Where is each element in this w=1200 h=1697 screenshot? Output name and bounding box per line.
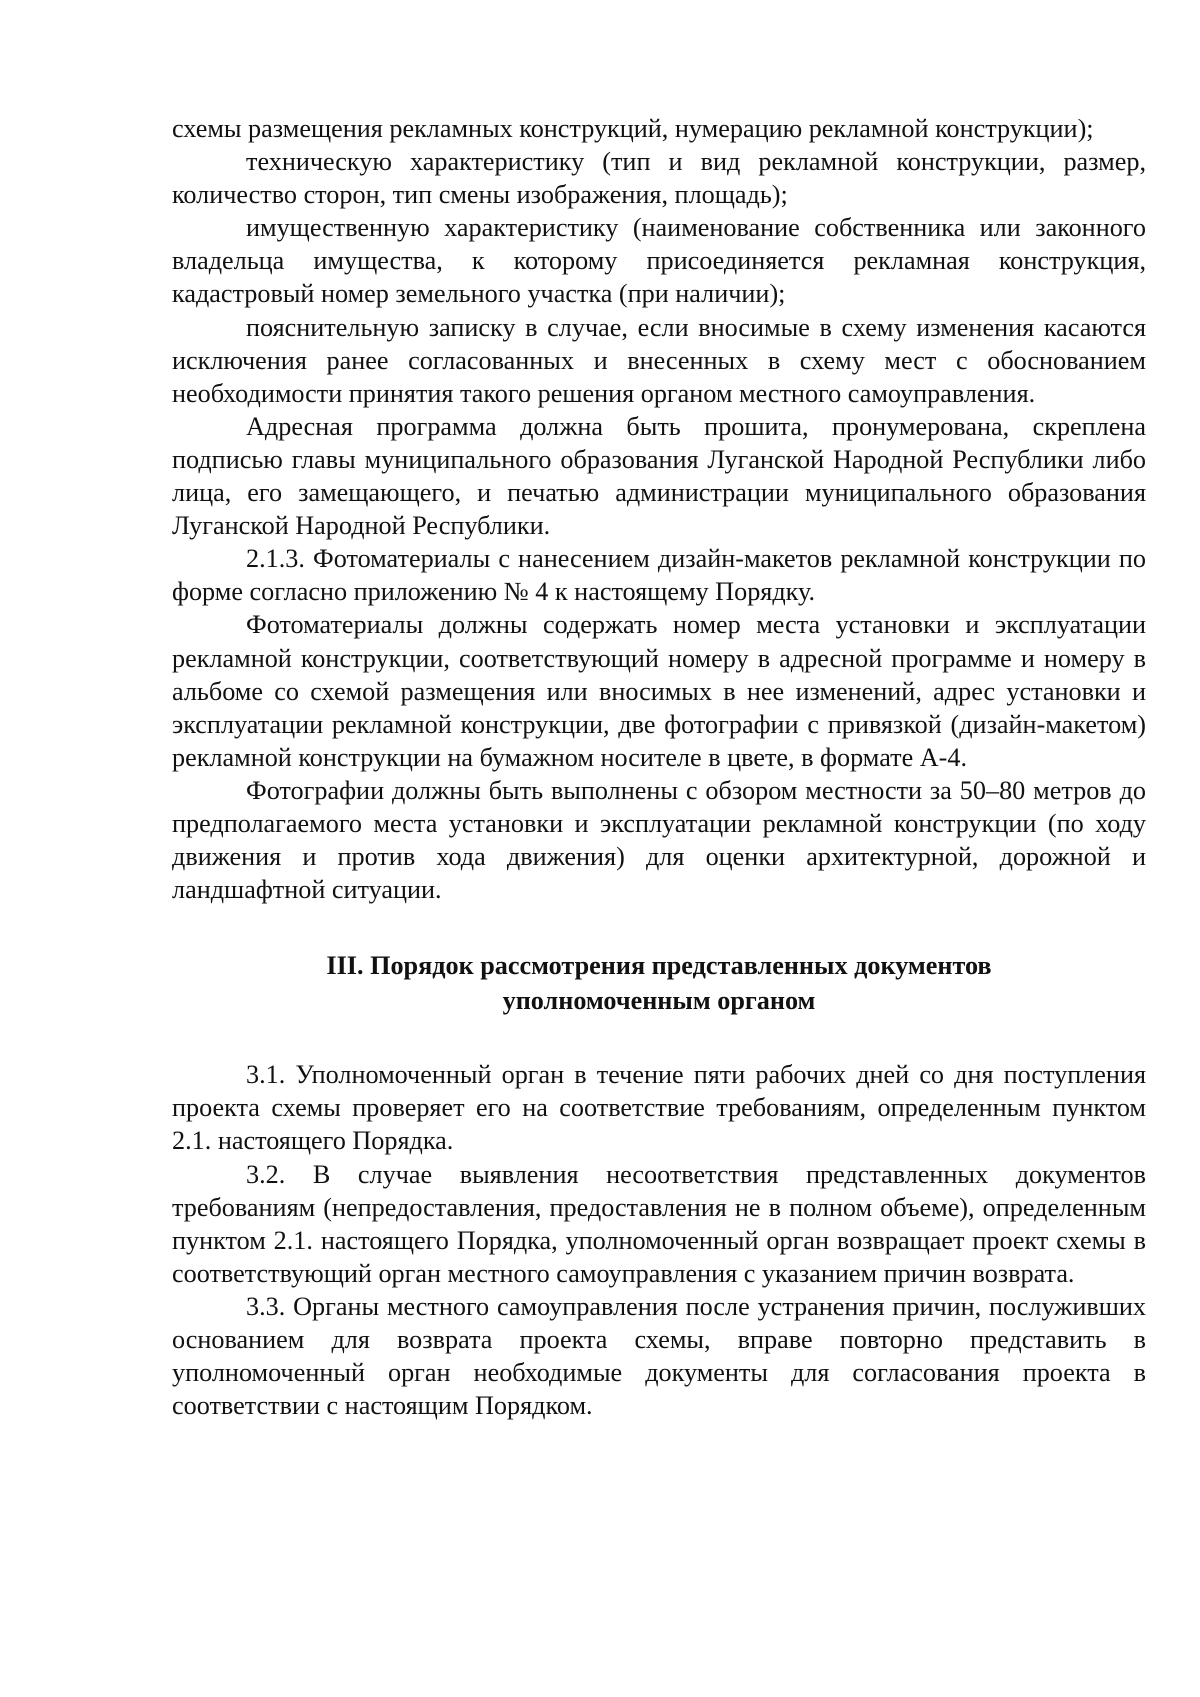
- paragraph-3-2: 3.2. В случае выявления несоответствия представленных документов требованиям (непредоставления, предоставления не в полном объеме), определенным пунктом 2.1. настоящего Порядка, уполномоченный орган возвращает проект схемы в соответствующий орган местного самоуправления с указанием причин возврата.: [172, 1159, 1146, 1288]
- paragraph-explanatory-note: пояснительную записку в случае, если вносимые в схему изменения касаются исключения ранее согласованных и внесенных в схему мест с обоснованием необходимости принятия такого решения органом местного самоуправления.: [172, 312, 1146, 408]
- paragraph-property-characteristics: имущественную характеристику (наименование собственника или законного владельца имущества, к которому присоединяется рекламная конструкция, кадастровый номер земельного участка (при наличии);: [172, 213, 1146, 309]
- section-heading: [172, 948, 1146, 1018]
- paragraph-technical-characteristics: техническую характеристику (тип и вид рекламной конструкции, размер, количество сторон, тип смены изображения, площадь);: [172, 147, 1146, 210]
- document-page: [172, 112, 1146, 1422]
- paragraph-3-3: 3.3. Органы местного самоуправления после устранения причин, послуживших основанием для возврата проекта схемы, вправе повторно представить в уполномоченный орган необходимые документы для согласования проекта в соответствии с настоящим Порядком.: [172, 1291, 1146, 1421]
- paragraph-scheme-numbering: схемы размещения рекламных конструкций, нумерацию рекламной конструкции);: [172, 114, 1094, 143]
- paragraph-3-1: 3.1. Уполномоченный орган в течение пяти рабочих дней со дня поступления проекта схемы проверяет его на соответствие требованиям, определенным пунктом 2.1. настоящего Порядка.: [172, 1060, 1146, 1156]
- paragraph-photographs-requirements: Фотографии должны быть выполнены с обзором местности за 50–80 метров до предполагаемого места установки и эксплуатации рекламной конструкции (по ходу движения и против хода движения) для оценки архитектурной, дорожной и ландшафтной ситуации.: [172, 775, 1146, 905]
- section-heading-line-2: уполномоченным органом: [502, 986, 816, 1016]
- paragraph-photo-materials-content: Фотоматериалы должны содержать номер места установки и эксплуатации рекламной конструкции, соответствующий номеру в адресной программе и номеру в альбоме со схемой размещения или вносимых в нее изменений, адрес установки и эксплуатации рекламной конструкции, две фотографии с привязкой (дизайн-макетом) рекламной конструкции на бумажном носителе в цвете, в формате А-4.: [172, 610, 1146, 772]
- paragraph-address-program: Адресная программа должна быть прошита, пронумерована, скреплена подписью главы муниципального образования Луганской Народной Республики либо лица, его замещающего, и печатью администрации муниципального образования Луганской Народной Республики.: [172, 411, 1146, 541]
- paragraph-2-1-3-photo-materials: 2.1.3. Фотоматериалы с нанесением дизайн-макетов рекламной конструкции по форме согласно приложению № 4 к настоящему Порядку.: [172, 544, 1146, 607]
- section-heading-line-1: III. Порядок рассмотрения представленных документов: [326, 951, 992, 981]
